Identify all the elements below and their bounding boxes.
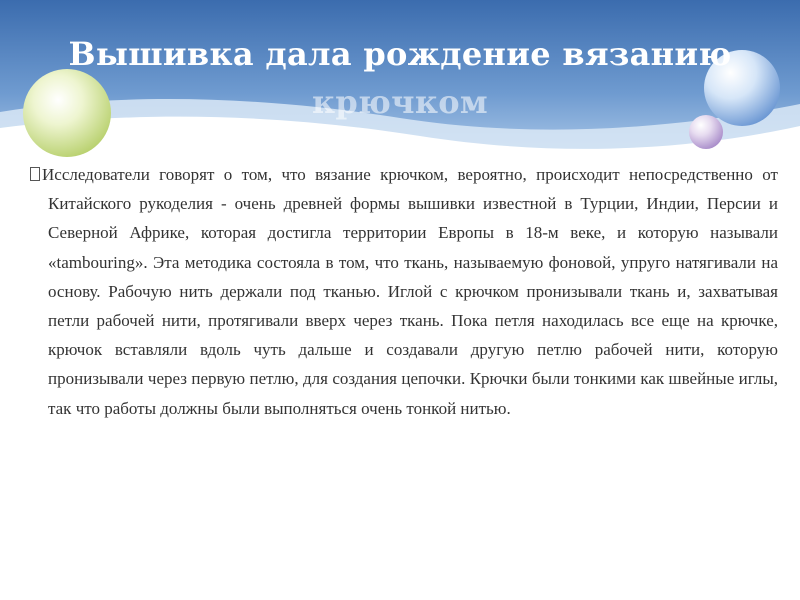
bullet-box-icon	[30, 167, 40, 181]
slide-title-line2: крючком	[311, 83, 489, 121]
slide-title-line1: Вышивка дала рождение вязанию	[68, 35, 732, 73]
body-paragraph	[30, 160, 778, 423]
slide-title	[40, 30, 760, 126]
body-text: Исследователи говорят о том, что вязание крючком, вероятно, происходит непосредственно от Китайского рукоделия - очень древней формы вышивки известной в Турции, Индии, Персии и Северной Африке, которая достигла территории Европы в 18-м веке, и которую называли «tambouring». Эта методика состояла в том, что ткань, называемую фоновой, упруго натягивали на основу. Рабочую нить держали под тканью. Иглой с крючком пронизывали ткань и, захватывая петли рабочей нити, протягивали вверх через ткань. Пока петля находилась все еще на крючке, крючок вставляли вдоль чуть дальше и создавали другую петлю рабочей нити, которую пронизывали через первую петлю, для создания цепочки. Крючки были тонкими как швейные иглы, так что работы должны были выполняться очень тонкой нитью.	[42, 165, 778, 418]
